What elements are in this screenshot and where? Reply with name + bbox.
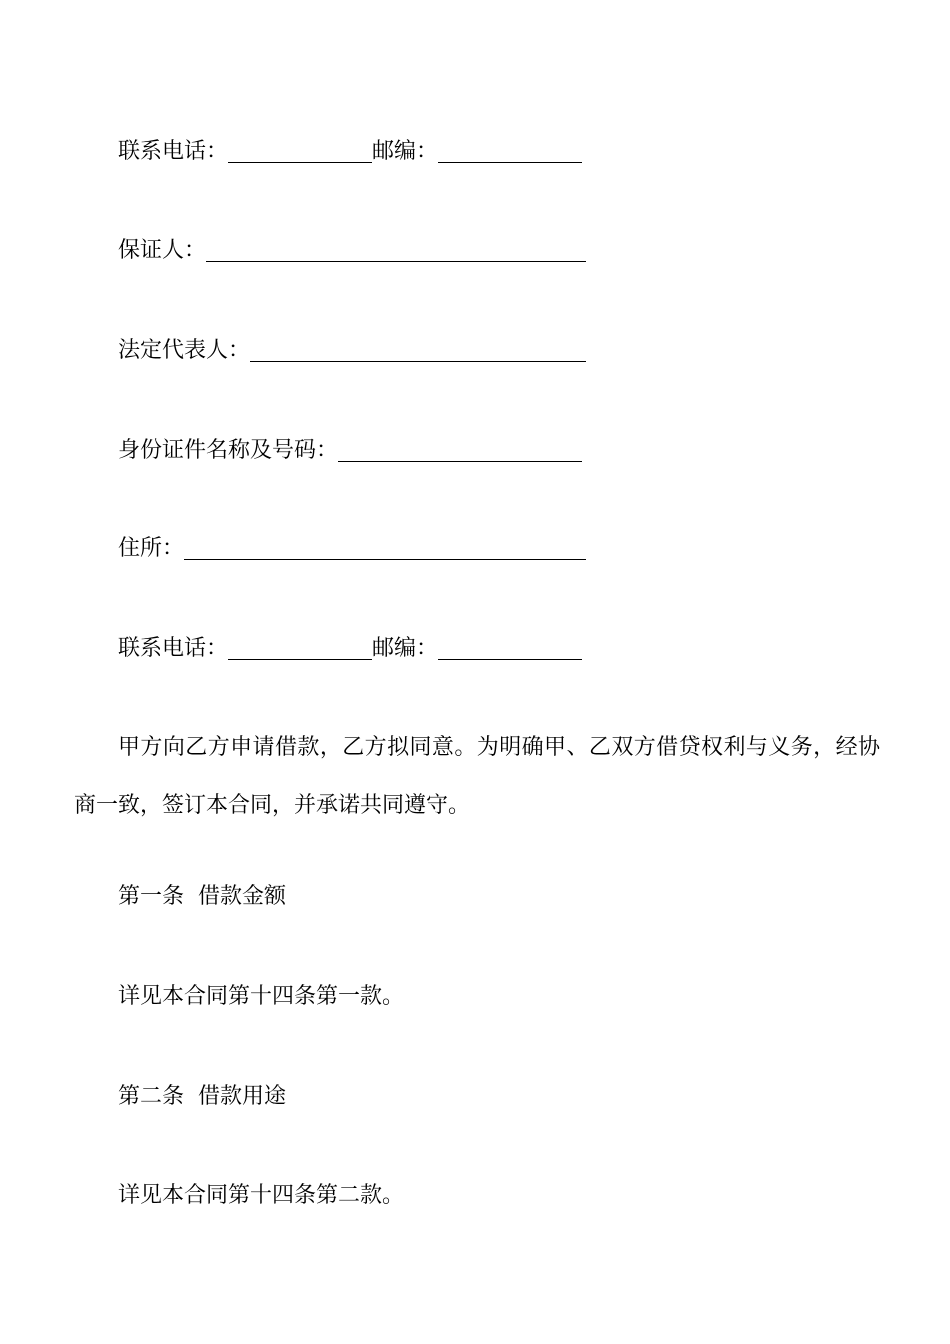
id-line [118,436,582,466]
guarantor-label: 保证人： [118,238,207,263]
postcode-blank [438,140,582,163]
address-blank [184,537,586,560]
address-line [118,534,586,564]
legal-rep-label: 法定代表人： [118,338,251,363]
phone-blank [228,140,372,163]
guarantor-line [118,236,586,266]
intro-paragraph: 甲方向乙方申请借款，乙方拟同意。为明确甲、乙双方借贷权利与义务，经协商一致，签订本合同，并承诺共同遵守。 [74,735,880,818]
phone-blank [228,637,372,660]
phone-label: 联系电话： [118,636,229,661]
article-2-body: 详见本合同第十四条第二款。 [118,1183,405,1208]
postcode-label: 邮编： [372,636,439,661]
postcode-blank [438,637,582,660]
article-1-title: 第一条 借款金额 [118,884,286,909]
postcode-label: 邮编： [372,139,439,164]
phone-label: 联系电话： [118,139,229,164]
id-blank [338,439,582,462]
contact-line-2 [118,634,582,664]
article-1-body: 详见本合同第十四条第一款。 [118,984,405,1009]
contact-line-1 [118,137,582,167]
address-label: 住所： [118,536,185,561]
guarantor-blank [206,239,586,262]
article-2-title: 第二条 借款用途 [118,1084,286,1109]
legal-rep-line [118,336,586,366]
legal-rep-blank [250,339,586,362]
id-label: 身份证件名称及号码： [118,438,339,463]
